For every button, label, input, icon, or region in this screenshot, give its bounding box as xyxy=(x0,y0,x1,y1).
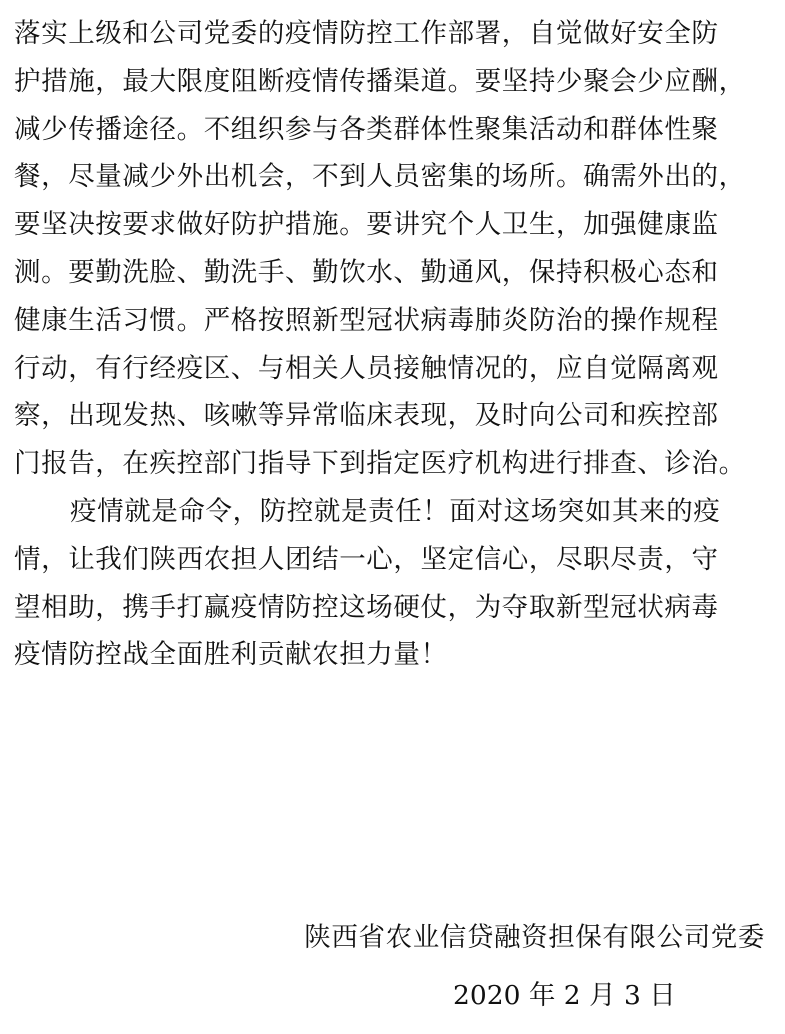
document-body xyxy=(14,10,774,679)
paragraph-line: 疫情就是命令，防控就是责任！面对这场突如其来的疫 xyxy=(70,495,721,527)
paragraph-line: 行动，有行经疫区、与相关人员接触情况的，应自觉隔离观 xyxy=(14,352,719,384)
paragraph-line: 察，出现发热、咳嗽等异常临床表现，及时向公司和疾控部 xyxy=(14,400,719,432)
paragraph-line: 落实上级和公司党委的疫情防控工作部署，自觉做好安全防 xyxy=(14,18,719,49)
paragraph-line: 护措施，最大限度阻断疫情传播渠道。要坚持少聚会少应酬， xyxy=(14,65,746,97)
paragraph-line: 健康生活习惯。严格按照新型冠状病毒肺炎防治的操作规程 xyxy=(14,304,719,336)
paragraph-line: 测。要勤洗脸、勤洗手、勤饮水、勤通风，保持积极心态和 xyxy=(14,256,719,288)
paragraph-line: 望相助，携手打赢疫情防控这场硬仗，为夺取新型冠状病毒 xyxy=(14,591,719,623)
paragraph-line: 疫情防控战全面胜利贡献农担力量！ xyxy=(14,639,448,671)
signature-organization: 陕西省农业信贷融资担保有限公司党委 xyxy=(304,922,765,953)
paragraph-line: 减少传播途径。不组织参与各类群体性聚集活动和群体性聚 xyxy=(14,113,719,145)
paragraph-line: 情，让我们陕西农担人团结一心，坚定信心，尽职尽责，守 xyxy=(14,543,719,575)
paragraph-line: 餐，尽量减少外出机会，不到人员密集的场所。确需外出的， xyxy=(14,161,746,193)
paragraph-line: 要坚决按要求做好防护措施。要讲究个人卫生，加强健康监 xyxy=(14,209,719,241)
paragraph-line: 门报告，在疾控部门指导下到指定医疗机构进行排查、诊治。 xyxy=(14,448,746,480)
signature-date: 2020 年 2 月 3 日 xyxy=(453,980,676,1011)
